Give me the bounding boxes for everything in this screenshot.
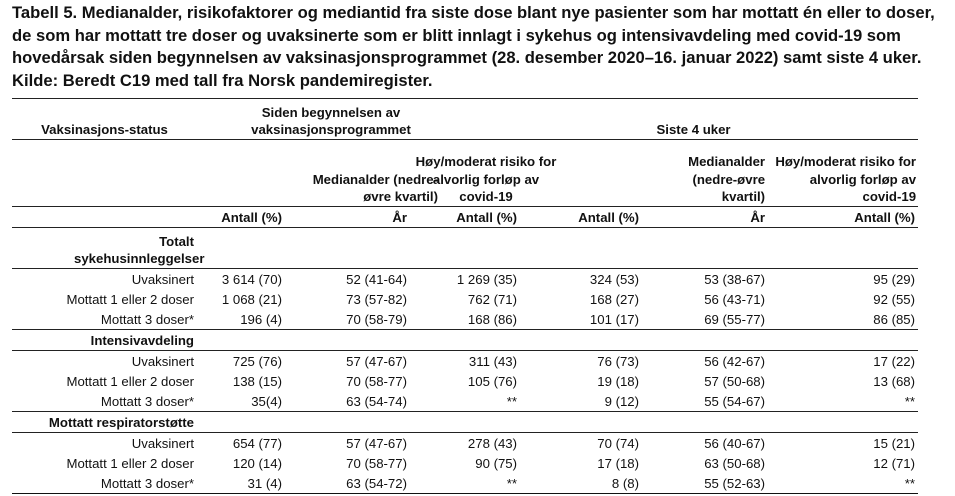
unit-year-2: År: [642, 207, 768, 228]
table-caption: Tabell 5. Medianalder, risikofaktorer og mediantid fra siste dose blant nye pasienter som har mottatt én eller to doser, de som har mottatt tre doser og uvaksinerte som er blitt innlagt i sykehus og intensivavdeling med covid-19 som hovedårsak siden begynnelsen av vaksinasjonsprogrammet (28. desember 2020–16. januar 2022) samt siste 4 uker. Kilde: Beredt C19 med tall fra Norsk pandemiregister.: [12, 3, 935, 90]
table-row: [12, 433, 918, 454]
table-cell: 12 (71): [873, 456, 916, 472]
table-cell: 90 (75): [475, 456, 518, 472]
table-cell: 17 (18): [597, 456, 640, 472]
group-header-since-start: Siden begynnelsen av vaksinasjonsprogrammet: [197, 99, 562, 140]
table-cell: 31 (4): [197, 473, 285, 494]
unit-count-2: Antall (%): [562, 207, 642, 228]
table-cell: 105 (76): [467, 374, 518, 390]
section-header-row: [12, 412, 918, 433]
row-label: Mottatt 1 eller 2 doser: [66, 456, 194, 472]
row-label: Mottatt 1 eller 2 doser: [66, 292, 194, 308]
table-cell: 56 (40-67): [642, 433, 768, 454]
table-cell: 63 (50-68): [704, 456, 766, 472]
table-cell: 138 (15): [232, 374, 282, 390]
table-cell: 69 (55-77): [704, 312, 766, 328]
status-header: Vaksinasjons-status: [12, 99, 197, 140]
table-cell: 55 (54-67): [704, 394, 766, 410]
table-row: [12, 309, 918, 330]
table-cell: 55 (52-63): [642, 473, 768, 494]
table-cell: 1 269 (35): [410, 269, 562, 290]
row-label: Mottatt 3 doser*: [12, 473, 197, 494]
section-title: Intensivavdeling: [12, 330, 197, 351]
table-cell: 101 (17): [589, 312, 640, 328]
unit-risk-1: Antall (%): [410, 207, 562, 228]
table-cell: 57 (47-67): [285, 433, 410, 454]
row-label: Uvaksinert: [12, 351, 197, 372]
row-label: Mottatt 3 doser*: [100, 312, 194, 328]
table-cell: 56 (43-71): [704, 292, 766, 308]
table-row: [12, 473, 918, 494]
table-cell: 76 (73): [562, 351, 642, 372]
table-cell: 70 (58-77): [346, 374, 407, 390]
table-row: [12, 453, 918, 473]
table-cell: 13 (68): [873, 374, 916, 390]
unit-year-1: År: [285, 207, 410, 228]
section-title: [12, 228, 205, 269]
table-row: [12, 269, 918, 290]
table-cell: **: [904, 394, 916, 410]
table-cell: 57 (47-67): [285, 351, 410, 372]
table-cell: 196 (4): [240, 312, 282, 328]
median-age-header-1: Medianalder (nedre-øvre kvartil): [285, 140, 410, 207]
table-cell: 70 (58-77): [346, 456, 407, 472]
table-cell: 95 (29): [768, 269, 918, 290]
table-cell: 168 (86): [467, 312, 518, 328]
table-cell: 1 068 (21): [221, 292, 282, 308]
unit-risk-2: Antall (%): [768, 207, 918, 228]
table-cell: 725 (76): [197, 351, 285, 372]
table-cell: 15 (21): [768, 433, 918, 454]
median-age-header-2: Medianalder (nedre-øvre kvartil): [642, 140, 768, 207]
table-cell: 3 614 (70): [197, 269, 285, 290]
table-cell: **: [410, 473, 562, 494]
table-cell: 70 (74): [562, 433, 642, 454]
section-header-row: [12, 330, 918, 351]
section-title-text: Totalt sykehusinnleggelser: [74, 233, 205, 267]
section-title: Mottatt respiratorstøtte: [12, 412, 197, 433]
table-cell: 92 (55): [873, 292, 916, 308]
table-row: [12, 289, 918, 309]
table-row: [12, 371, 918, 391]
header-row-units: [12, 207, 918, 228]
risk-header-1: Høy/moderat risiko for alvorlig forløp av covid-19: [410, 140, 562, 207]
risk-header-2: Høy/moderat risiko for alvorlig forløp av covid-19: [768, 140, 918, 207]
table-cell: 56 (42-67): [642, 351, 768, 372]
table-cell: 70 (58-79): [346, 312, 407, 328]
table-cell: 278 (43): [410, 433, 562, 454]
row-label: Uvaksinert: [12, 433, 197, 454]
table-cell: 52 (41-64): [285, 269, 410, 290]
table-cell: 17 (22): [768, 351, 918, 372]
table-cell: 53 (38-67): [642, 269, 768, 290]
table-cell: 654 (77): [197, 433, 285, 454]
row-label: Uvaksinert: [12, 269, 197, 290]
table-cell: 324 (53): [562, 269, 642, 290]
table-cell: 86 (85): [873, 312, 916, 328]
table-cell: 73 (57-82): [346, 292, 407, 308]
table-cell: **: [506, 394, 518, 410]
table-cell: 63 (54-72): [285, 473, 410, 494]
table-cell: 8 (8): [562, 473, 642, 494]
table-row: [12, 351, 918, 372]
data-table: [12, 98, 918, 494]
unit-count-1: Antall (%): [197, 207, 285, 228]
table-cell: **: [768, 473, 918, 494]
row-label: Mottatt 3 doser*: [100, 394, 194, 410]
table-cell: 57 (50-68): [704, 374, 766, 390]
table-cell: 762 (71): [467, 292, 518, 308]
table-row: [12, 391, 918, 412]
table-cell: 168 (27): [589, 292, 640, 308]
row-label: Mottatt 1 eller 2 doser: [66, 374, 194, 390]
header-row-columns: [12, 140, 918, 207]
table-cell: 9 (12): [604, 394, 640, 410]
table-cell: 63 (54-74): [346, 394, 407, 410]
table-cell: 19 (18): [597, 374, 640, 390]
header-row-groups: [12, 99, 918, 140]
table-cell: 35(4): [251, 394, 282, 410]
section-header-row: [12, 228, 918, 269]
table-cell: 120 (14): [232, 456, 282, 472]
table-cell: 311 (43): [410, 351, 562, 372]
group-header-last4: Siste 4 uker: [562, 99, 768, 140]
